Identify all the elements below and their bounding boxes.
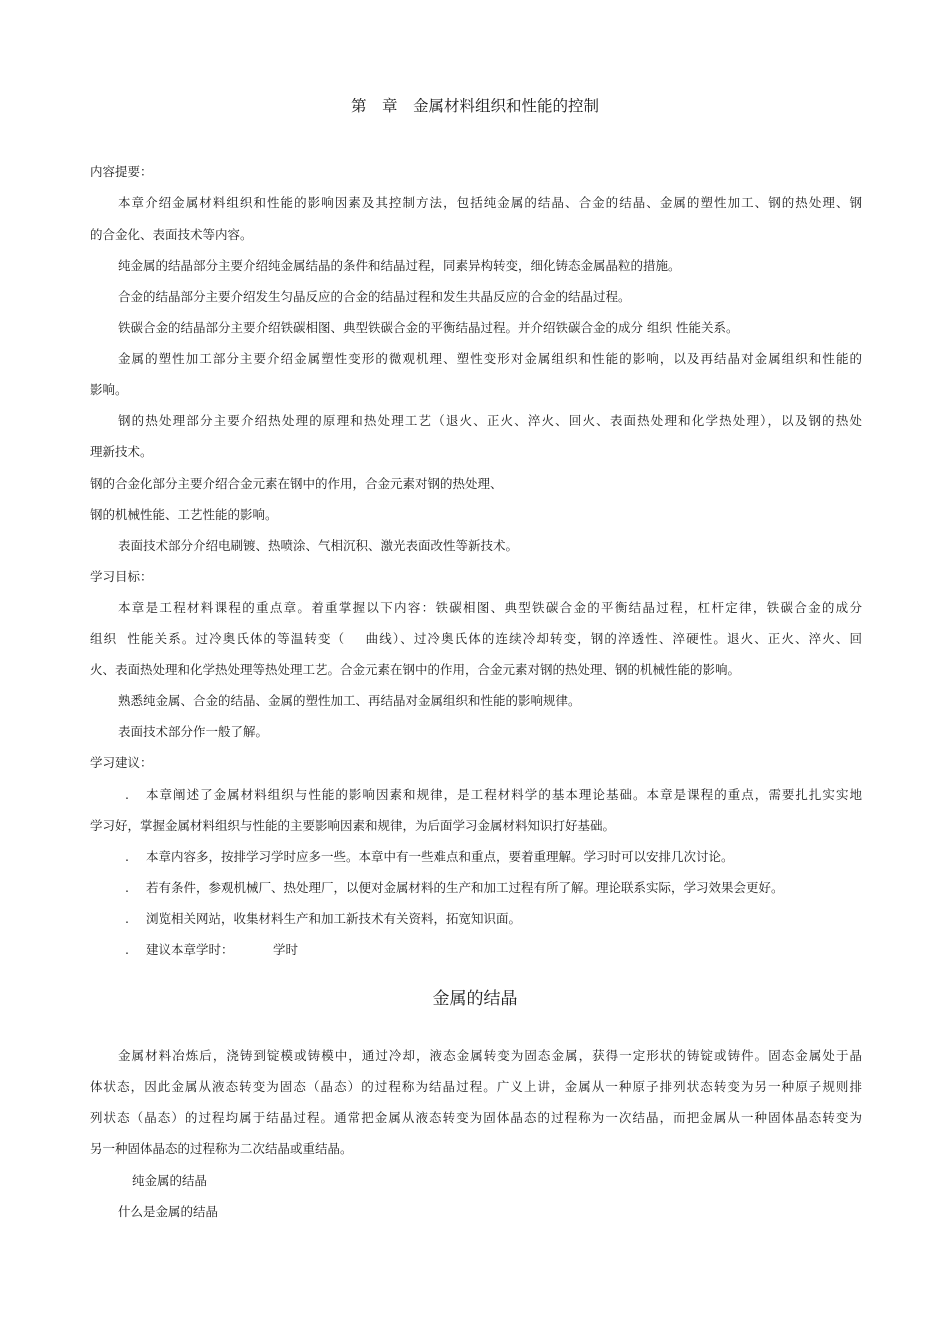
goals-p1-line2: 组织 性能关系。过冷奥氏体的等温转变（ 曲线）、过冷奥氏体的连续冷却转变，钢的淬透性、淬硬性。退火、正火、淬火、回 <box>90 631 862 646</box>
advice-hours-unit: 学时 <box>273 942 299 957</box>
advice-bullet: . <box>125 787 129 802</box>
advice-item-4: 浏览相关网站，收集材料生产和加工新技术有关资料，拓宽知识面。 <box>146 911 522 926</box>
summary-heading: 内容提要： <box>90 164 153 179</box>
goals-p1-line3: 火、表面热处理和化学热处理等热处理工艺。合金元素在钢中的作用，合金元素对钢的热处理、钢的机械性能的影响。 <box>90 662 741 677</box>
advice-heading: 学习建议： <box>90 755 153 770</box>
advice-item-5: 建议本章学时： <box>146 942 234 957</box>
subsection-title-1: 纯金属的结晶 <box>132 1173 208 1188</box>
goals-p2: 熟悉纯金属、合金的结晶、金属的塑性加工、再结晶对金属组织和性能的影响规律。 <box>118 693 581 708</box>
chapter-title: 第 章 金属材料组织和性能的控制 <box>350 97 599 115</box>
goals-heading: 学习目标： <box>90 569 153 584</box>
subsection-title-2: 什么是金属的结晶 <box>118 1204 219 1219</box>
section-p1-line4: 另一种固体晶态的过程称为二次结晶或重结晶。 <box>90 1141 353 1156</box>
advice-bullet: . <box>125 849 129 864</box>
summary-p2: 纯金属的结晶部分主要介绍纯金属结晶的条件和结晶过程，同素异构转变，细化铸态金属晶粒的措施。 <box>118 258 681 273</box>
section-p1-line1: 金属材料冶炼后，浇铸到锭模或铸模中，通过冷却，液态金属转变为固态金属，获得一定形状的铸锭或铸件。固态金属处于晶 <box>118 1048 862 1063</box>
goals-p3: 表面技术部分作一般了解。 <box>118 724 269 739</box>
summary-p1-line2: 的合金化、表面技术等内容。 <box>90 227 253 242</box>
goals-p1-line1: 本章是工程材料课程的重点章。着重掌握以下内容：铁碳相图、典型铁碳合金的平衡结晶过程，杠杆定律，铁碳合金的成分 <box>118 600 862 615</box>
summary-p6-line2: 理新技术。 <box>90 444 153 459</box>
summary-p1-line1: 本章介绍金属材料组织和性能的影响因素及其控制方法，包括纯金属的结晶、合金的结晶、金属的塑性加工、钢的热处理、钢 <box>118 195 862 210</box>
advice-bullet: . <box>125 880 129 895</box>
summary-p6-line1: 钢的热处理部分主要介绍热处理的原理和热处理工艺（退火、正火、淬火、回火、表面热处理和化学热处理），以及钢的热处 <box>118 413 862 428</box>
advice-bullet: . <box>125 911 129 926</box>
section-p1-line2: 体状态，因此金属从液态转变为固态（晶态）的过程称为结晶过程。广义上讲，金属从一种原子排列状态转变为另一种原子规则排 <box>90 1079 862 1094</box>
section-title: 金属的结晶 <box>432 989 518 1009</box>
summary-p3: 合金的结晶部分主要介绍发生匀晶反应的合金的结晶过程和发生共晶反应的合金的结晶过程。 <box>118 289 631 304</box>
summary-p4: 铁碳合金的结晶部分主要介绍铁碳相图、典型铁碳合金的平衡结晶过程。并介绍铁碳合金的成分 组织 性能关系。 <box>118 320 739 335</box>
summary-p7-line2: 钢的机械性能、工艺性能的影响。 <box>90 507 278 522</box>
advice-item-2: 本章内容多，按排学习学时应多一些。本章中有一些难点和重点，要着重理解。学习时可以安排几次讨论。 <box>146 849 734 864</box>
advice-item-3: 若有条件，参观机械厂、热处理厂，以便对金属材料的生产和加工过程有所了解。理论联系实际，学习效果会更好。 <box>146 880 784 895</box>
summary-p7-line1: 钢的合金化部分主要介绍合金元素在钢中的作用，合金元素对钢的热处理、 <box>90 476 503 491</box>
summary-p8: 表面技术部分介绍电刷镀、热喷涂、气相沉积、激光表面改性等新技术。 <box>118 538 519 553</box>
advice-bullet: . <box>125 942 129 957</box>
advice-item-1-line1: 本章阐述了金属材料组织与性能的影响因素和规律，是工程材料学的基本理论基础。本章是课程的重点，需要扎扎实实地 <box>146 787 862 802</box>
summary-p5-line1: 金属的塑性加工部分主要介绍金属塑性变形的微观机理、塑性变形对金属组织和性能的影响，以及再结晶对金属组织和性能的 <box>118 351 862 366</box>
summary-p5-line2: 影响。 <box>90 382 128 397</box>
advice-item-1-line2: 学习好，掌握金属材料组织与性能的主要影响因素和规律，为后面学习金属材料知识打好基础。 <box>90 818 616 833</box>
section-p1-line3: 列状态（晶态）的过程均属于结晶过程。通常把金属从液态转变为固体晶态的过程称为一次结晶，而把金属从一种固体晶态转变为 <box>90 1110 862 1125</box>
